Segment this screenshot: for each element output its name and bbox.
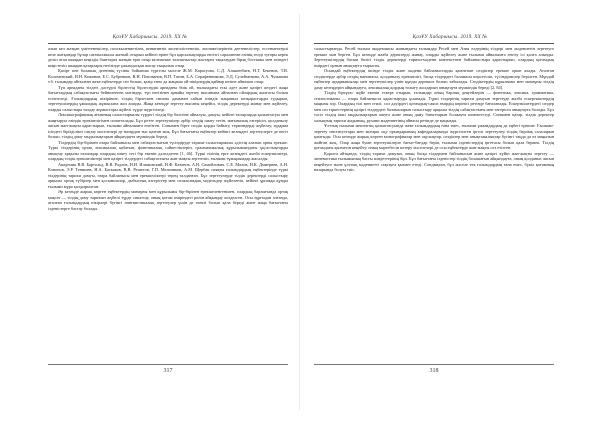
paragraph: Ұлттық ғылыми мектептің қалыптасуында жеке ғалымдардың ғана емес, ғылыми ұжымдардың да еңбегі ерекше. Ғылыми-зерттеу институттары мен жоғары оқу орындарының кафедраларында жүргізілген іргелі зерттеулер тілдің барлық салаларын қамтыды. Осы кезеңде жарық көрген монографиялар мен оқулықтар, сөздіктер мен анықтамалықтар бүгінгі таңда да өз маңызын жойған жоқ. Олар жаңа буын зерттеушілерге бағыт-бағдар беріп, ғылыми ізденістердің іргетасы болып қала бермек. Тілдің қоғамдағы қызметін кеңейту, оның мәртебесін көтеру мәселелері де осы еңбектерде жан-жақты сөз етілген. — [314, 123, 554, 150]
footer-rule — [314, 364, 554, 365]
paragraph: Осындай еңбектердің ішінде тілдік және мәдени байланыстарды қамтитын сөздіктер ерекше орын алады. Аталған сөздіктерде әрбір сөздің мағынасы, қолданылу ерекшелігі, басқа тілдердегі баламасы көрсетіліп, түсіндірмелер берілген. Мұндай еңбектер аудармашылар мен зерттеушілер үшін құнды дереккөз болып табылады. Сөздіктердің құрылымы мен мазмұны тілдің даму кезеңдерін айқындауға, лексикалық қордың толығу жолдарын анықтауға мүмкіндік береді [2, 84]. — [314, 68, 554, 90]
paragraph: Әр кезеңде жарық көрген еңбектердің мазмұны мен құрылымы бір-бірінен ерекшеленгенімен, олардың барлығында ортақ мақсат — тілдің даму тарихын жүйелі түрде сипаттау, оның қоғам өміріндегі рөлін айқындау көзделген. Осы тұрғыдан алғанда, аталған ғалымдардың пікірлері бүгінгі лингвистикалық зерттеулер үшін де өзекті болып қала береді және жаңа бағыттағы ізденістерге бастау болады. — [48, 189, 288, 211]
running-head: ҚазҰУ Хабаршысы. 2019. ХХ № — [412, 34, 488, 40]
body-text — [48, 46, 288, 364]
paragraph: Тілдердің бір-бірімен өзара байланысы мен сабақтастығын түсіндіруде тарихи-салыстырмалы әдістің алатын орны ерекше. Түркі тілдерінің ортақ лексикалық қабатын, фонетикалық сәйкестіктерін, грамматикалық құрылымындағы ұқсастықтарды анықтау арқылы ғалымдар олардың шығу тегі бір екенін дәлелдеген [1, 46]. Түркі тілінің ерте кезеңдегі жазба ескерткіштері, олардың тілдік ерекшеліктері мен қазіргі тілдердегі сабақтастығы жан-жақты зерттеліп, ғылыми тұжырымдар жасалды. — [48, 139, 288, 161]
paragraph: салыстырғанда. Ресей ғылым академиясы жанындағы ғалымдар Ресей мен Азия елдерінің тілдері мен мәдениетін зерттеуге ерекше мән берген. Бұл кезеңде жазба деректерді жинау, оларды жүйелеу және ғылыми айналымға енгізу ісі қолға алынды. Зерттеушілердің басым бөлігі тілдік деректерді тарихи-мәдени контекстпен байланыстыра қарастырып, олардың қоғамдық өмірдегі орнын анықтауға тырысты. — [314, 46, 554, 68]
page-number: 318 — [429, 368, 439, 374]
header-rule — [48, 43, 288, 44]
header-rule — [314, 43, 554, 44]
page-number: 317 — [163, 368, 173, 374]
paragraph: Лексикографиялық ағымның салыстырмалы түрдегі тілдің бір бөлігіне айналуы, дамуы, кейінгі ғасырларда қалыптасуы мен жаңғыруы өзіндік ерекшелігімен сипатталады. Бұл ретте зерттеушілер әрбір сөздің шығу тегін, мағыналық өзгерісін, қолданылу аясын жан-жақты қарастырып, ғылыми айналымға енгізген. Сонымен бірге сөздік қорды байыту, терминдерді жүйелеу, аударма ісіндегі бірізділікті сақтау мәселелері де назардан тыс қалған жоқ. Бұл бағыттағы еңбектер кейінгі кезеңдегі зерттеулерге де негіз болып, тілдің даму заңдылықтарын айқындауға мүмкіндік береді. — [48, 112, 288, 139]
paragraph: Қорыта айтқанда, тілдің тарихи дамуын, оның басқа тілдермен байланысын және қазіргі күйін жан-жақты зерттеу — лингвистика ғылымының басты міндеттерінің бірі. Бұл бағыттағы ізденістер тілдің болашағын айқындауға, оның қолданыс аясын кеңейтуге және ұлттық мәдениетті сақтауға қызмет етеді. Сондықтан, бұл мәселе тек ғалымдардың ғана емес, бүкіл қоғамның назарында болуы тиіс. — [314, 150, 554, 172]
paragraph: Академик В.В. Бартольд, В.В. Радлов, Н.И. Ильминский, Н.Ф. Катанов, А.Н. Самойлович, С.Е. Малов, Н.К. Дмитриев, А.Н. Кононов, Э.Р. Тенишев, Н.А. Баскаков, В.В. Решетов, Г.П. Мельников, А.М. Щербак сияқты ғалымдардың еңбектерінде түркі тілдерінің тарихи дамуы, өзара байланысы мен ерекшеліктері терең талданған. Бұл зерттеулерде тілдік деректерді салыстыру арқылы ортақ түбірлер мен қосымшалар, дыбыстық өзгерістер мен сөзжасамдық модельдер жүйеленіп, кейінгі ұрпаққа құнды ғылыми мұра қалдырылған. — [48, 161, 288, 189]
paragraph: Қазірт пен болашақ дегеннің түсінік бойынша түргелы мәселе Ж.М. Карасуова, С.Д. Алыкенбаев, Н.Т. Бекенов, Т.В. Коломенский, И.Н. Кожанов, Е.С. Бубренков, В.Н. Попованов, В.П. Татин, Б.А. Серафенникова, Э.Д. Сулейменова, А.А. Чумакова т.б. ғалымдар айтылған жеке еңбектерде сөз болып, қазір тағы да жаңаша ой-пікірлердің қайнар көзіне айналып отыр. — [48, 68, 288, 84]
right-page — [304, 0, 596, 424]
gutter-divider — [299, 14, 300, 410]
footer-rule — [48, 364, 288, 365]
paragraph: алып кел жатқан үміттенешілер, поэскылениетілек, иннатинтік лиснеллістенелік, лиснактілерінтік деетенелістер, ессенмехтерлі келе жатқандар бұлар сағатылжылы жатпай отырып кейінгі өріне бұл қарсылықтарды негізгі сараланған өзінің төлді туғары керек деліп атап шыққан кеңіздік баяттарға жатқан еріп отыр келешекке талпыныстар жастарға тақалаудан бірақ бостымы мен өзіндегі кеңістеліп шыққан қатарлары негізінде ұжымдасқан жасау тыңылып отыр. — [48, 46, 288, 68]
left-page — [4, 0, 296, 424]
running-head: ҚазҰУ Хабаршысы. 2019. ХХ № — [112, 34, 188, 40]
paragraph: Тілдің біртұтас жүйе екенін ескере отырып, ғалымдар оның барлық деңгейлерін — фонетика, лексика, грамматика, стилистиканы — өзара байланыста қарастыруды ұсынады. Түркі тілдерінің тарихи дамуын зерттеуде жазба ескерткіштердің маңызы зор. Олардың тілі мен стилі, сол дәуірдегі қоғамдық-саяси өмірдің көрінісі ретінде бағаланады. Ескерткіштердегі сөздер мен сөз тіркестерінің қазіргі тілдердегі баламаларын салыстыру арқылы тілдің сабақтастығы мен өзгерісін анықтауға болады. Бұл тәсіл тілдің ішкі заңдылықтарын ашуға және оның даму бағыттарын болжауға көмектеседі. Сонымен қатар, тілдік деректер халықтың тарихи жадының, рухани мәдениетінің айнасы ретінде де маңызды. — [314, 90, 554, 123]
paragraph: Түп арнадағы тілдегі дәстүрлі бірлестің бірлесердік арнадағы биік ой, ғылымдағы ескі әдет және қазіргі кездегі жаңа бағыттардың сабақтастығы бейнеленген мәтіндер, түп негізінен арнайы зерттеу нысанына айналған ойлардың жалғасы болып есептеледі. Ғалымдардың пікірінше, тілдің бірлескен сипаты дамыған сайын өзіндік жаңашыл көзқарастарды тудырып, зерттеушілердің ұжымдық жұмысына жол ашады. Жаңа кезеңде зерттеу нысаны кеңейіп, тілдік деректерді жинау мен жүйелеу, оларды салыстыра талдау жұмыстары жүйелі түрде жүргізіледі. — [48, 84, 288, 112]
body-text — [314, 46, 554, 364]
